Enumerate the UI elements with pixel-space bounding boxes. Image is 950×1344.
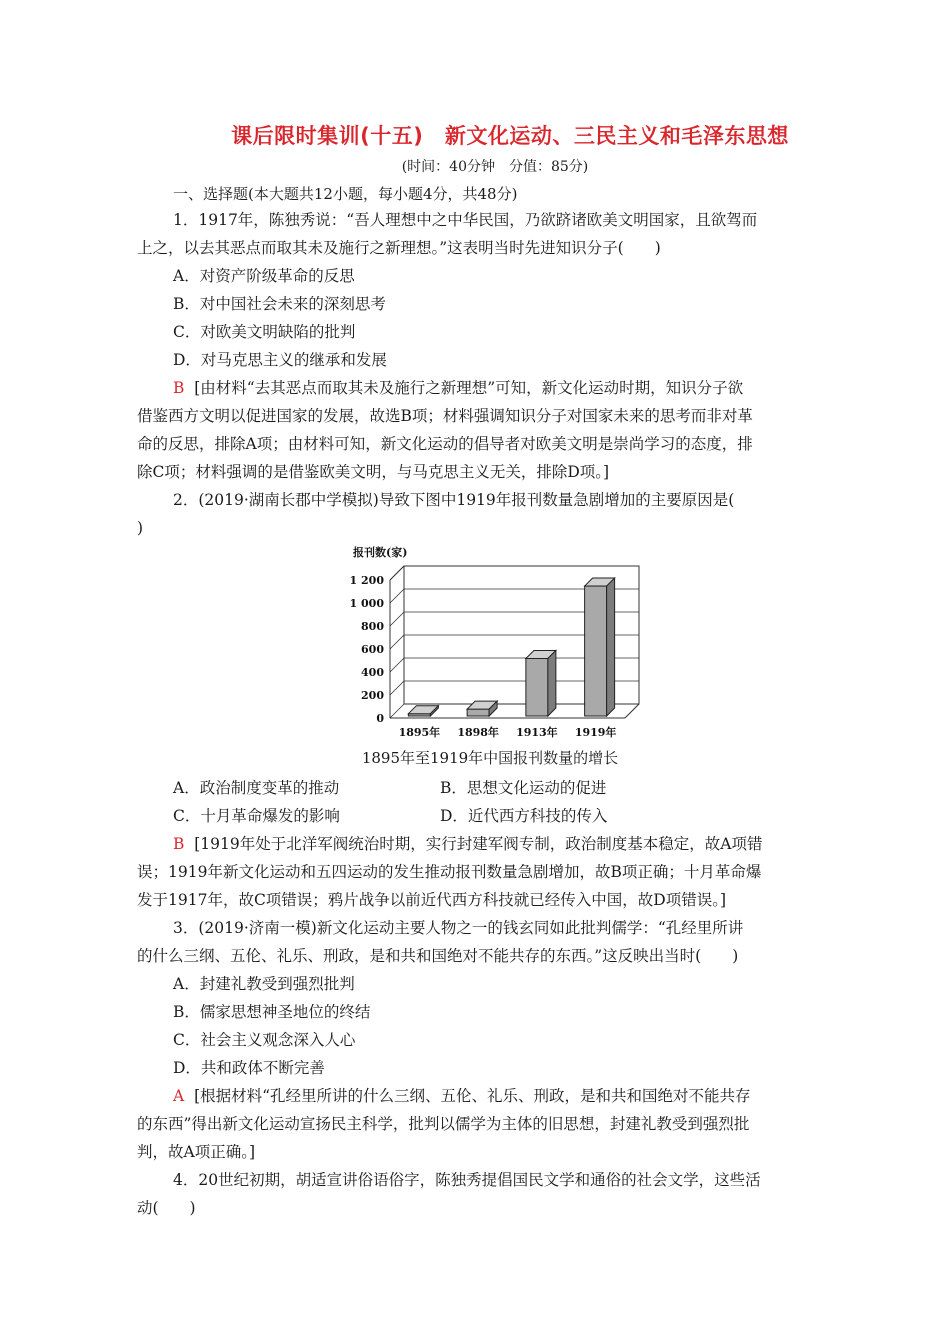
q2-answer: B <box>173 835 185 853</box>
page-title: 课后限时集训(十五) 新文化运动、三民主义和毛泽东思想 <box>231 124 789 148</box>
q1-explanation-text: [由材料“去其恶点而取其未及施行之新理想”可知，新文化运动时期，知识分子欲 <box>194 379 744 397</box>
q2-option-d: D．近代西方科技的传入 <box>440 807 608 825</box>
gridline-diagonal <box>390 704 404 718</box>
q1-explanation-line3: 命的反思，排除A项；由材料可知，新文化运动的倡导者对欧美文明是崇尚学习的态度，排 <box>137 435 753 453</box>
x-tick-label: 1919年 <box>574 726 617 739</box>
x-tick-label: 1898年 <box>457 726 499 739</box>
q3-stem-line1: 3．(2019·济南一模)新文化运动主要人物之一的钱玄同如此批判儒学：“孔经里所讲 <box>173 919 744 937</box>
q1-option-a: A．对资产阶级革命的反思 <box>173 267 355 285</box>
gridline-diagonal <box>390 635 404 649</box>
section-heading: 一、选择题(本大题共12小题，每小题4分，共48分) <box>173 185 518 203</box>
q2-stem-line2: ) <box>137 519 144 537</box>
y-tick-label: 1 200 <box>349 574 384 587</box>
x-tick-label: 1913年 <box>516 726 558 739</box>
y-tick-label: 400 <box>361 666 384 679</box>
y-axis-label: 报刊数(家) <box>353 546 408 559</box>
q1-answer: B <box>173 379 185 397</box>
bar-front <box>585 586 607 716</box>
bar-side <box>548 651 556 717</box>
gridline-diagonal <box>390 566 404 580</box>
q3-explanation-line3: 判，故A项正确。] <box>137 1143 255 1161</box>
gridline-diagonal <box>390 681 404 695</box>
q2-explanation-line3: 发于1917年，故C项错误；鸦片战争以前近代西方科技就已经传入中国，故D项错误。] <box>137 891 727 909</box>
q3-option-d: D．共和政体不断完善 <box>173 1059 325 1077</box>
q3-explanation-line2: 的东西”得出新文化运动宣扬民主科学，批判以儒学为主体的旧思想，封建礼教受到强烈批 <box>137 1115 750 1133</box>
q2-option-a: A．政治制度变革的推动 <box>173 779 340 797</box>
q2-explanation-line2: 误；1919年新文化运动和五四运动的发生推动报刊数量急剧增加，故B项正确；十月革命爆 <box>137 863 762 881</box>
q4-stem-line1: 4．20世纪初期，胡适宣讲俗语俗字，陈独秀提倡国民文学和通俗的社会文学，这些活 <box>173 1171 761 1189</box>
q1-stem-line2: 上之，以去其恶点而取其未及施行之新理想。”这表明当时先进知识分子( ) <box>137 239 661 257</box>
floor-right-edge <box>625 704 639 718</box>
q3-explanation-line1 <box>173 1082 853 1110</box>
q4-stem-line2: 动( ) <box>137 1199 196 1217</box>
q2-option-c: C．十月革命爆发的影响 <box>173 807 340 825</box>
q3-option-b: B．儒家思想神圣地位的终结 <box>173 1003 371 1021</box>
y-tick-label: 600 <box>361 643 384 656</box>
y-tick-label: 0 <box>376 712 384 725</box>
q2-explanation-text: [1919年处于北洋军阀统治时期，实行封建军阀专制，政治制度基本稳定，故A项错 <box>194 835 763 853</box>
q1-option-b: B．对中国社会未来的深刻思考 <box>173 295 386 313</box>
chart-caption: 1895年至1919年中国报刊数量的增长 <box>361 749 619 767</box>
q3-answer: A <box>173 1087 185 1105</box>
q2-explanation-line1 <box>173 830 853 858</box>
q3-explanation-text: [根据材料“孔经里所讲的什么三纲、五伦、礼乐、刑政，是和共和国绝对不能共存 <box>194 1087 751 1105</box>
q1-option-c: C．对欧美文明缺陷的批判 <box>173 323 356 341</box>
gridline-diagonal <box>390 589 404 603</box>
q2-stem-line1: 2．(2019·湖南长郡中学模拟)导致下图中1919年报刊数量急剧增加的主要原因是( <box>173 491 735 509</box>
q3-option-c: C．社会主义观念深入人心 <box>173 1031 356 1049</box>
y-tick-label: 1 000 <box>349 597 384 610</box>
q1-explanation-line2: 借鉴西方文明以促进国家的发展，故选B项；材料强调知识分子对国家未来的思考而非对革 <box>137 407 753 425</box>
q2-option-b: B．思想文化运动的促进 <box>440 779 607 797</box>
x-tick-label: 1895年 <box>398 726 441 739</box>
q1-explanation-line4: 除C项；材料强调的是借鉴欧美文明，与马克思主义无关，排除D项。] <box>137 463 610 481</box>
q1-option-d: D．对马克思主义的继承和发展 <box>173 351 387 369</box>
q3-stem-line2: 的什么三纲、五伦、礼乐、刑政，是和共和国绝对不能共存的东西。”这反映出当时( ) <box>137 947 739 965</box>
bar-front <box>467 709 489 716</box>
y-tick-label: 800 <box>361 620 384 633</box>
bar-front <box>526 659 548 717</box>
gridline-diagonal <box>390 612 404 626</box>
gridline-diagonal <box>390 658 404 672</box>
bar-side <box>607 578 615 716</box>
y-tick-label: 200 <box>361 689 384 702</box>
q1-explanation-line1 <box>173 374 853 402</box>
bar-chart-svg <box>345 540 645 740</box>
q1-stem-line1: 1．1917年，陈独秀说：“吾人理想中之中华民国，乃欲跻诸欧美文明国家，且欲驾而 <box>173 211 758 229</box>
time-score-info: (时间：40分钟 分值：85分) <box>401 159 589 175</box>
q3-option-a: A．封建礼教受到强烈批判 <box>173 975 355 993</box>
newspaper-count-chart <box>345 540 645 740</box>
